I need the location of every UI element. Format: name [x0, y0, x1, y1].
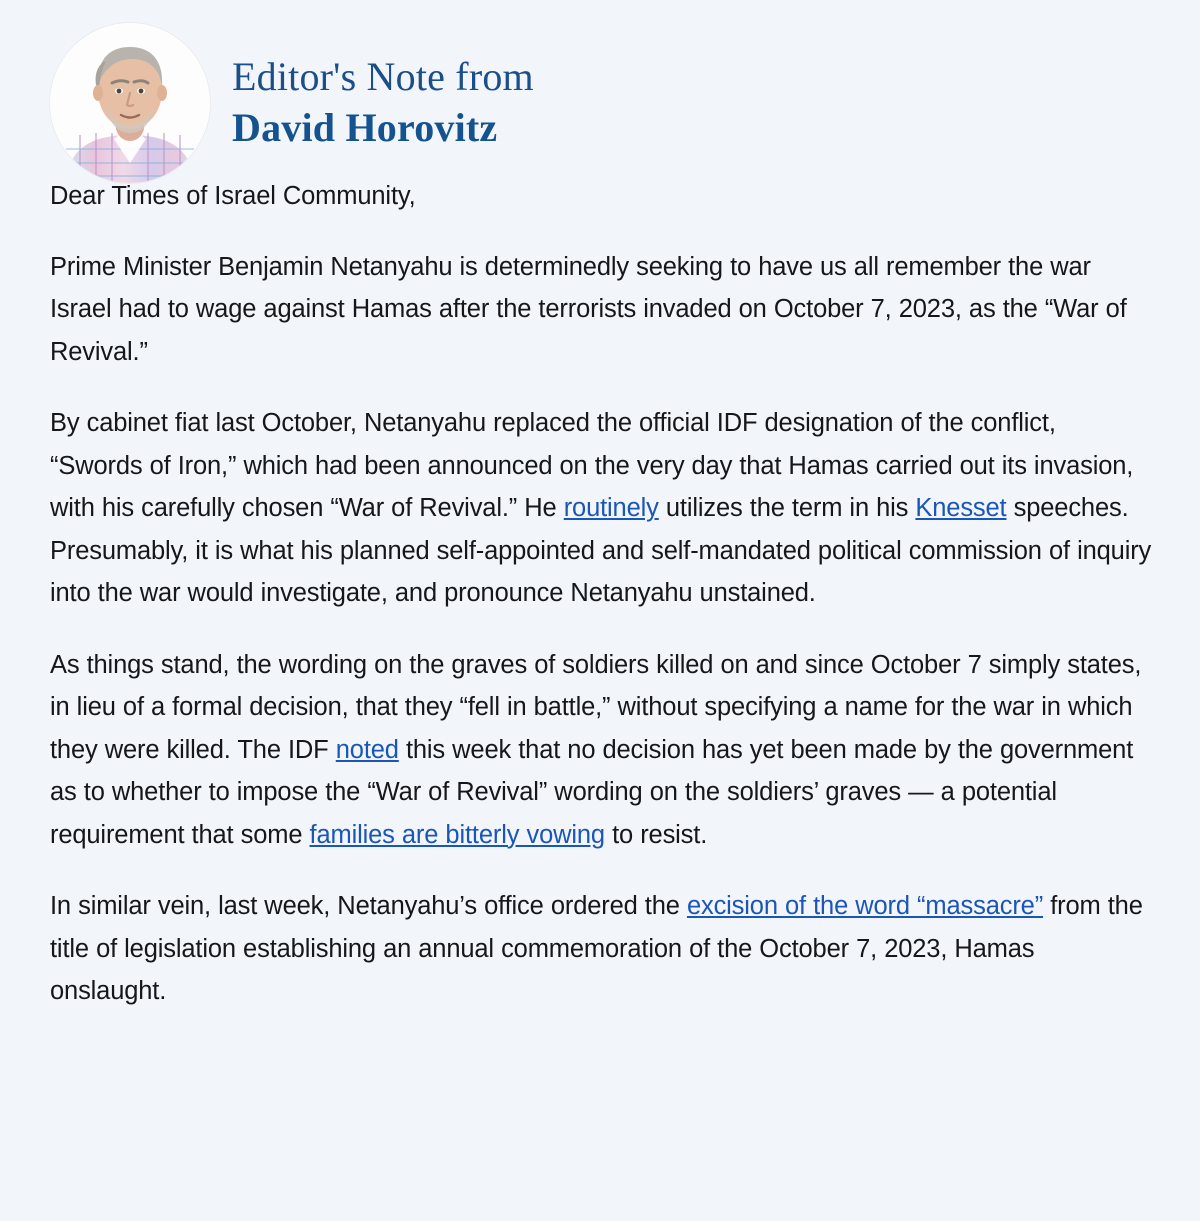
link-excision-of-the-word-massacre[interactable]: excision of the word “massacre”	[686, 892, 1044, 920]
editors-note-body	[0, 175, 1200, 1013]
paragraph-2-segment-1: By cabinet fiat last October, Netanyahu replaced the official IDF designation of the conflict, “Swords of Iron,” which had been announced on the very day that Hamas carried out its invasion, with his carefully chosen “War of Revival.” He	[50, 409, 1134, 522]
header-titles	[232, 53, 534, 153]
paragraph-2-segment-3: speeches. Presumably, it is what his planned self-appointed and self-mandated political commission of inquiry into the war would investigate, and pronounce Netanyahu unstained.	[50, 494, 1152, 607]
paragraph-2-segment-2: utilizes the term in his	[658, 494, 916, 522]
paragraph-1	[50, 246, 1155, 374]
paragraph-4	[50, 885, 1155, 1013]
editors-note-label: Editor's Note from	[232, 53, 534, 99]
paragraph-3-segment-2: this week that no decision has yet been made by the government as to whether to impose the “War of Revival” wording on the soldiers’ graves — a potential requirement that some	[50, 735, 1134, 849]
paragraph-3-segment-1: As things stand, the wording on the graves of soldiers killed on and since October 7 simply states, in lieu of a formal decision, that they “fell in battle,” without specifying a name for the war in which they were killed. The IDF	[50, 650, 1142, 764]
editors-note-header	[0, 0, 1200, 175]
paragraph-3	[50, 644, 1155, 857]
avatar	[50, 23, 210, 183]
paragraph-3-segment-3: to resist.	[604, 820, 708, 849]
paragraph-1-text: Prime Minister Benjamin Netanyahu is determinedly seeking to have us all remember the war Israel had to wage against Hamas after the terrorists invaded on October 7, 2023, as the “War of Revival.”	[50, 252, 1127, 366]
avatar-portrait-icon	[50, 23, 210, 183]
author-name: David Horovitz	[232, 104, 498, 150]
paragraph-4-segment-2: from the title of legislation establishing an annual commemoration of the October 7, 2023, Hamas onslaught.	[50, 892, 1143, 1005]
paragraph-4-segment-1: In similar vein, last week, Netanyahu’s office ordered the	[50, 892, 687, 920]
greeting-paragraph: Dear Times of Israel Community,	[50, 182, 416, 210]
link-knesset[interactable]: Knesset	[915, 494, 1007, 522]
link-noted[interactable]: noted	[335, 735, 399, 764]
link-routinely[interactable]: routinely	[563, 494, 659, 522]
link-families-are-bitterly-vowing[interactable]: families are bitterly vowing	[309, 820, 605, 849]
paragraph-2	[50, 402, 1155, 615]
